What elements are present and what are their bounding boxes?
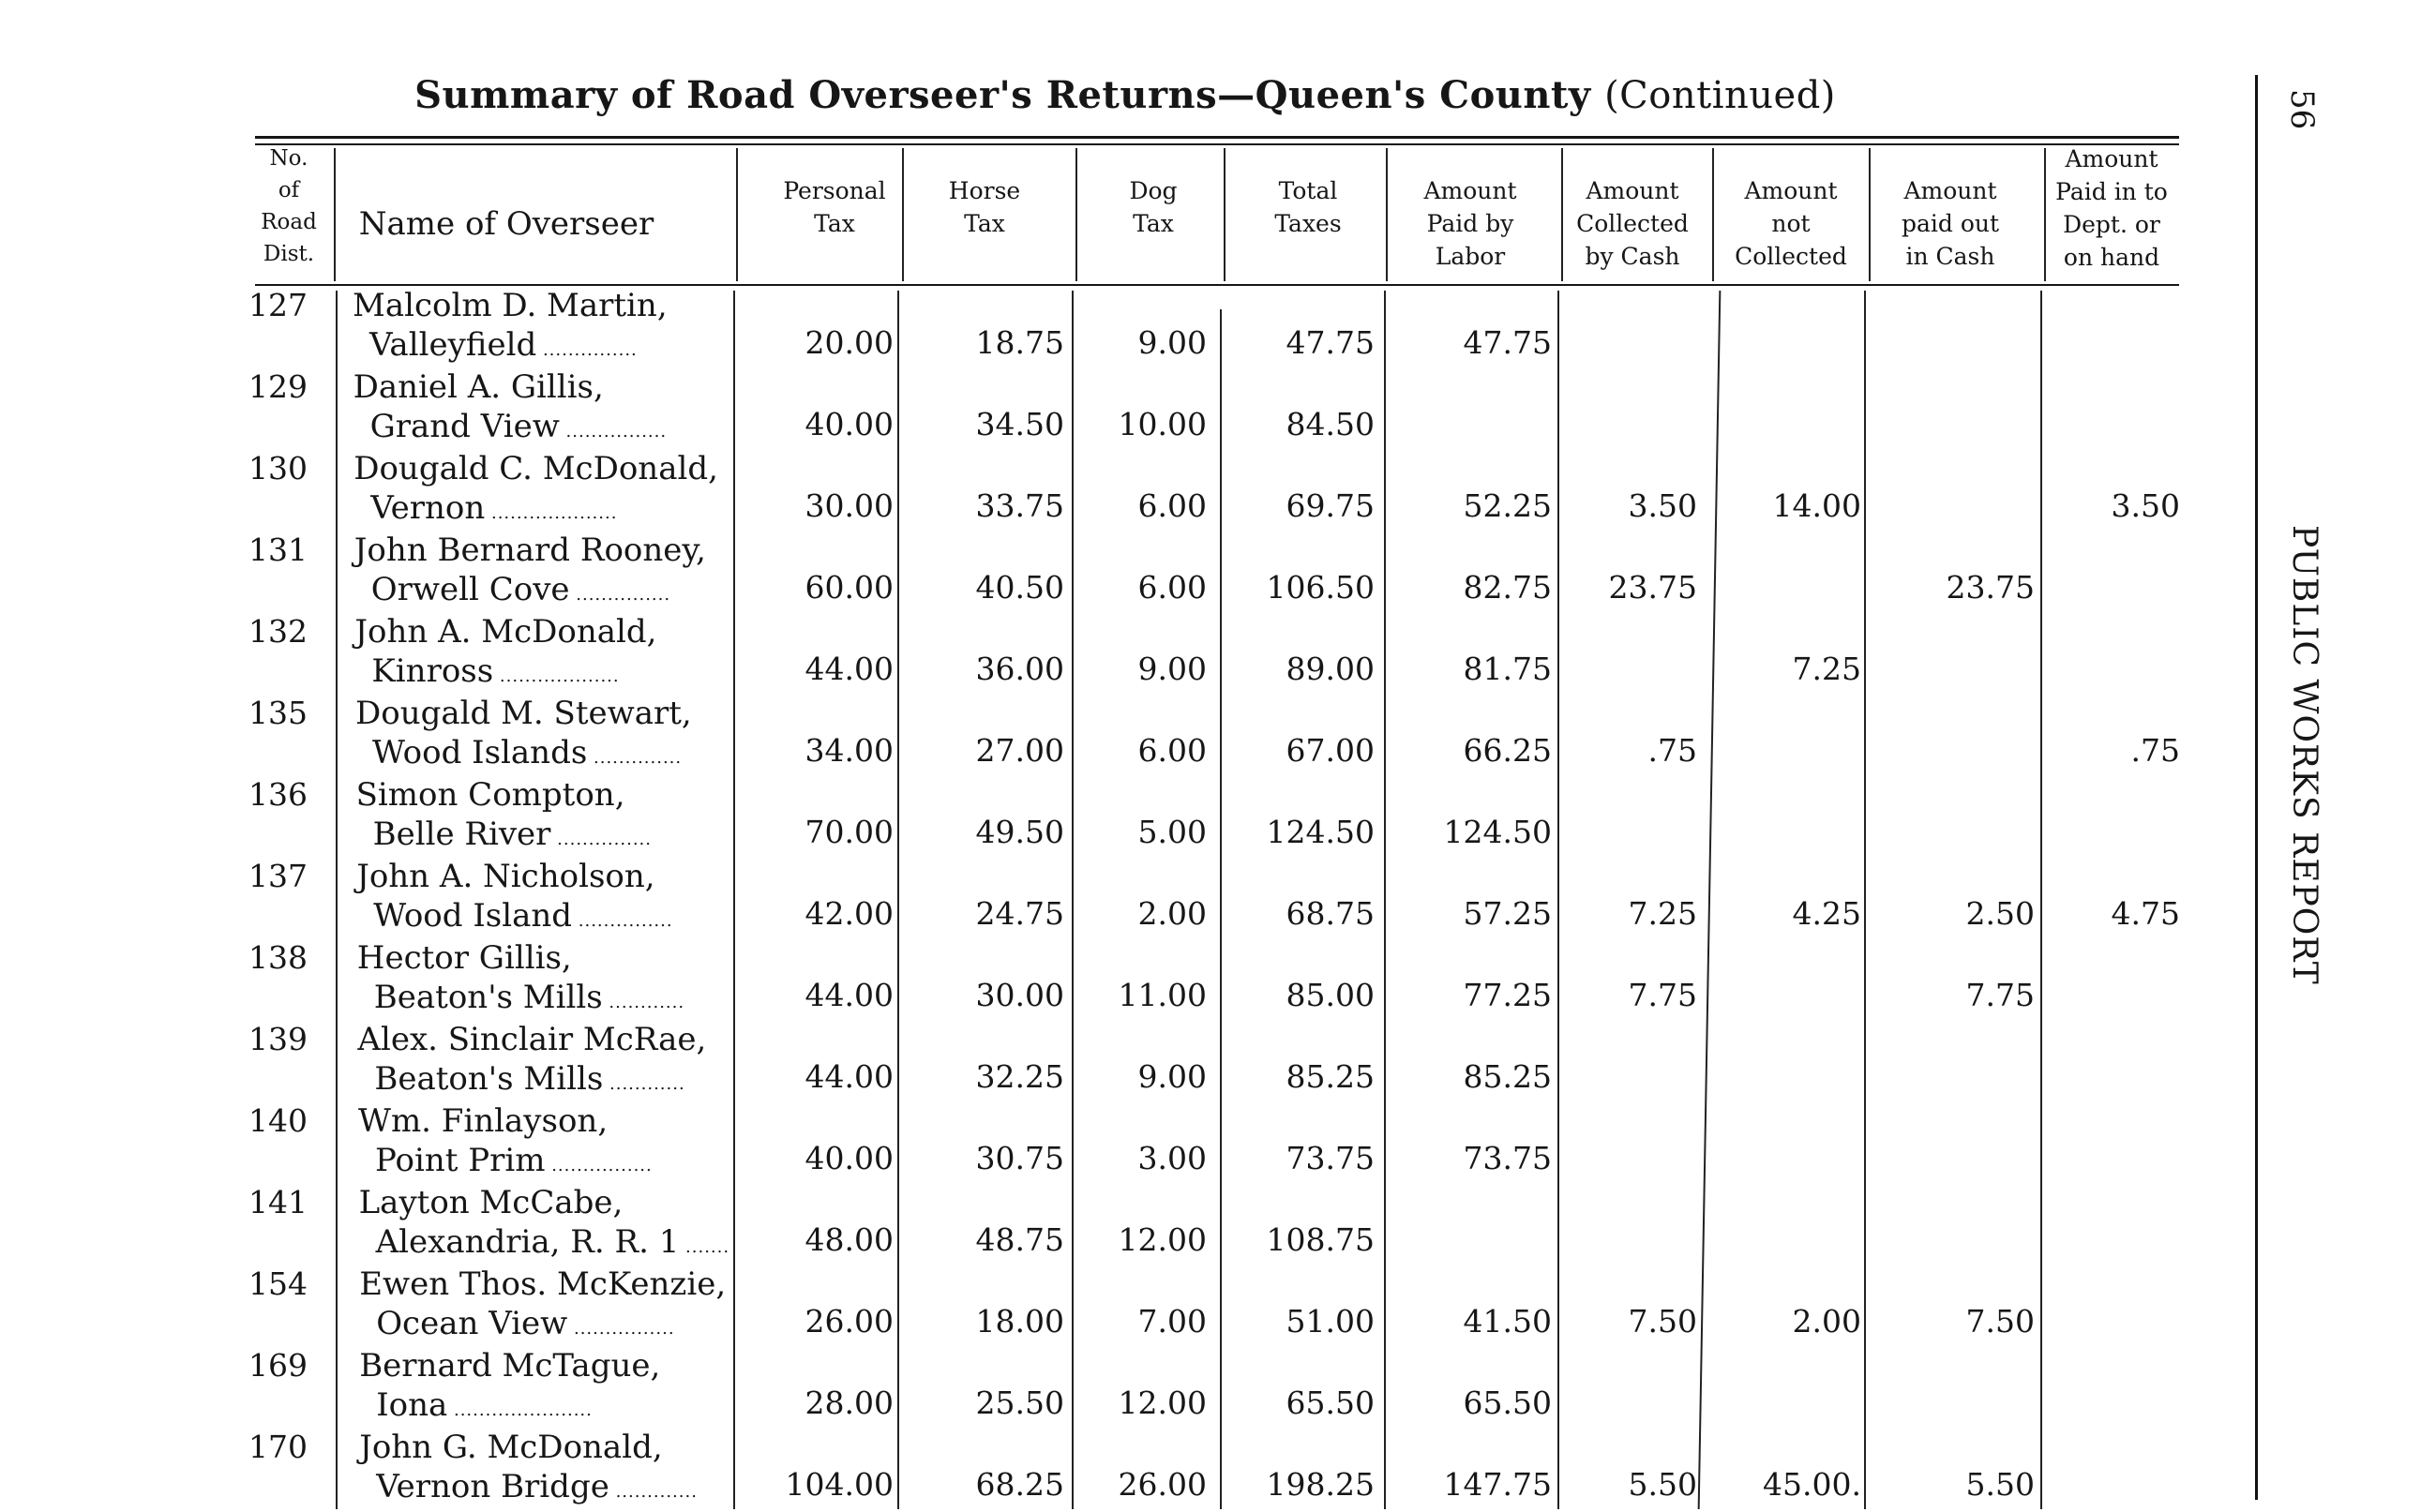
- report-title: PUBLIC WORKS REPORT: [2285, 525, 2323, 985]
- cell-not-collected: 14.00: [1772, 487, 1861, 524]
- overseer-name: Daniel A. Gillis,: [353, 368, 604, 406]
- cell-dog: 6.00: [1137, 569, 1207, 606]
- cell-paid-out: 2.50: [1965, 895, 2035, 932]
- header-no-line: Dist.: [263, 242, 315, 266]
- header-collected-line: Amount: [1586, 177, 1679, 204]
- overseer-place-text: Grand View: [369, 408, 560, 445]
- leader-dots: ................: [545, 1156, 653, 1175]
- overseer-place-text: Belle River: [372, 816, 551, 853]
- header-collected-line: by Cash: [1585, 243, 1680, 270]
- road-district-number: 139: [248, 1021, 308, 1057]
- cell-dog: 12.00: [1118, 1221, 1207, 1258]
- header-labor-line: Labor: [1435, 243, 1506, 270]
- leader-dots: ..............: [587, 748, 683, 768]
- header-paid-out-in-cash: [1871, 174, 2030, 273]
- road-district-number: 131: [248, 531, 308, 568]
- cell-personal: 30.00: [804, 487, 894, 524]
- body-col-sep: [2040, 291, 2042, 1509]
- road-district-number: 154: [248, 1265, 308, 1302]
- overseer-place: [373, 816, 652, 853]
- cell-paid-out: 23.75: [1946, 569, 2035, 606]
- cell-dog: 2.00: [1137, 895, 1207, 932]
- road-district-number: 169: [248, 1347, 308, 1384]
- header-col-sep: [1712, 148, 1714, 281]
- leader-dots: ................: [559, 422, 668, 442]
- overseer-name: Layton McCabe,: [358, 1184, 624, 1221]
- overseer-place: [371, 652, 619, 690]
- cell-dog: 6.00: [1137, 487, 1207, 524]
- header-top-rule: [255, 136, 2179, 139]
- header-name-text: Name of Overseer: [358, 205, 654, 243]
- cell-dog: 7.00: [1137, 1303, 1207, 1340]
- header-personal-line: Personal: [783, 177, 886, 204]
- header-paid-out-line: Amount: [1903, 177, 1997, 204]
- overseer-place-text: Vernon Bridge: [376, 1468, 609, 1505]
- cell-total: 198.25: [1266, 1466, 1375, 1503]
- cell-dog: 9.00: [1137, 651, 1207, 687]
- cell-horse: 30.00: [975, 977, 1064, 1013]
- cell-not-collected: 2.00: [1792, 1303, 1861, 1340]
- cell-labor: 147.75: [1443, 1466, 1552, 1503]
- cell-total: 73.75: [1286, 1140, 1375, 1176]
- leader-dots: ................: [567, 1319, 675, 1339]
- header-paid-in-line: Dept. or: [2063, 211, 2160, 238]
- cell-personal: 60.00: [804, 569, 894, 606]
- cell-dog: 12.00: [1118, 1385, 1207, 1421]
- body-col-sep: [1698, 291, 1722, 1509]
- cell-labor: 81.75: [1463, 651, 1552, 687]
- overseer-place: [372, 734, 682, 771]
- overseer-place-text: Beaton's Mills: [374, 1060, 604, 1098]
- page-number: 56: [2283, 89, 2321, 130]
- header-dog-line: Dog: [1129, 177, 1178, 204]
- cell-paid-out: 5.50: [1965, 1466, 2035, 1503]
- cell-total: 47.75: [1286, 324, 1375, 361]
- cell-collected: 7.25: [1628, 895, 1697, 932]
- cell-total: 89.00: [1286, 651, 1375, 687]
- header-top-rule-2: [255, 143, 2179, 145]
- cell-total: 85.00: [1286, 977, 1375, 1013]
- cell-horse: 68.25: [975, 1466, 1064, 1503]
- cell-total: 68.75: [1286, 895, 1375, 932]
- cell-not-collected: 7.25: [1792, 651, 1861, 687]
- header-total-taxes: [1224, 174, 1392, 240]
- overseer-place-text: Ocean View: [376, 1305, 568, 1342]
- overseer-place-text: Wood Islands: [372, 734, 588, 771]
- header-name: [347, 205, 666, 243]
- road-district-number: 129: [248, 368, 308, 405]
- body-col-sep: [336, 291, 338, 1509]
- header-total-line: Total: [1278, 177, 1338, 204]
- leader-dots: ...................: [493, 666, 620, 686]
- header-labor-line: Amount: [1423, 177, 1517, 204]
- title-suffix: (Continued): [1604, 74, 1836, 117]
- cell-horse: 25.50: [975, 1385, 1064, 1421]
- cell-horse: 49.50: [975, 814, 1064, 850]
- header-labor-line: Paid by: [1426, 210, 1514, 237]
- cell-personal: 26.00: [804, 1303, 894, 1340]
- header-dog-tax: [1069, 174, 1238, 240]
- header-paid-out-line: in Cash: [1905, 243, 1995, 270]
- body-col-sep: [1557, 291, 1559, 1509]
- cell-total: 69.75: [1286, 487, 1375, 524]
- header-col-sep: [736, 148, 738, 281]
- overseer-place-text: Iona: [376, 1386, 448, 1424]
- body-col-sep: [1072, 291, 1074, 1509]
- leader-dots: ......................: [447, 1400, 593, 1420]
- overseer-name: John A. Nicholson,: [356, 858, 655, 895]
- cell-personal: 20.00: [804, 324, 894, 361]
- overseer-place: [374, 1060, 684, 1098]
- overseer-name: John A. McDonald,: [354, 613, 657, 651]
- cell-paid-in: .75: [2130, 732, 2180, 769]
- overseer-place-text: Beaton's Mills: [373, 979, 603, 1016]
- cell-collected: 5.50: [1628, 1466, 1697, 1503]
- overseer-name: John G. McDonald,: [359, 1429, 663, 1466]
- road-district-number: 138: [248, 939, 308, 976]
- header-total-line: Taxes: [1274, 210, 1342, 237]
- road-district-number: 130: [248, 450, 308, 487]
- header-col-sep: [1224, 148, 1226, 281]
- cell-labor: 73.75: [1463, 1140, 1552, 1176]
- header-not-collected-line: Collected: [1735, 243, 1847, 270]
- cell-dog: 5.00: [1137, 814, 1207, 850]
- leader-dots: ...............: [569, 585, 671, 605]
- header-not-collected: [1711, 174, 1871, 273]
- header-paid-out-line: paid out: [1901, 210, 2000, 237]
- overseer-name: Dougald C. McDonald,: [353, 450, 718, 487]
- cell-dog: 6.00: [1137, 732, 1207, 769]
- cell-total: 124.50: [1266, 814, 1375, 850]
- cell-horse: 33.75: [975, 487, 1064, 524]
- cell-horse: 34.50: [975, 406, 1064, 442]
- header-personal-tax: [750, 174, 919, 240]
- header-col-sep: [902, 148, 904, 281]
- cell-horse: 30.75: [975, 1140, 1064, 1176]
- cell-personal: 40.00: [804, 1140, 894, 1176]
- cell-horse: 18.00: [975, 1303, 1064, 1340]
- overseer-place-text: Alexandria, R. R. 1: [375, 1223, 680, 1261]
- cell-horse: 36.00: [975, 651, 1064, 687]
- header-dog-line: Tax: [1133, 210, 1174, 237]
- overseer-place: [376, 1223, 730, 1261]
- body-col-sep: [733, 291, 735, 1509]
- overseer-name: Simon Compton,: [355, 776, 625, 814]
- body-col-sep: [1384, 291, 1386, 1509]
- cell-labor: 85.25: [1463, 1058, 1552, 1095]
- cell-collected: .75: [1647, 732, 1697, 769]
- leader-dots: ...............: [550, 830, 652, 849]
- overseer-place-text: Orwell Cove: [370, 571, 570, 608]
- cell-dog: 26.00: [1118, 1466, 1207, 1503]
- cell-labor: 82.75: [1463, 569, 1552, 606]
- overseer-place: [370, 408, 668, 445]
- road-district-number: 135: [248, 695, 308, 731]
- road-district-number: 170: [248, 1429, 308, 1465]
- page-title: [0, 73, 2250, 117]
- road-district-number: 141: [248, 1184, 308, 1220]
- header-bottom-rule: [255, 284, 2179, 286]
- overseer-name: Malcolm D. Martin,: [353, 287, 668, 324]
- header-col-sep: [1869, 148, 1871, 281]
- cell-horse: 40.50: [975, 569, 1064, 606]
- header-paid-in-to-dept: [2037, 142, 2187, 274]
- header-road-dist: [246, 142, 332, 270]
- leader-dots: ....................: [485, 503, 618, 523]
- cell-personal: 48.00: [804, 1221, 894, 1258]
- leader-dots: ...............: [572, 911, 673, 931]
- cell-labor: 77.25: [1463, 977, 1552, 1013]
- overseer-name: Ewen Thos. McKenzie,: [359, 1265, 727, 1303]
- overseer-name: Hector Gillis,: [356, 939, 572, 977]
- road-district-number: 140: [248, 1102, 308, 1139]
- header-horse-line: Horse: [948, 177, 1021, 204]
- cell-personal: 104.00: [785, 1466, 894, 1503]
- cell-collected: 23.75: [1608, 569, 1697, 606]
- cell-not-collected: 45.00.: [1763, 1466, 1861, 1503]
- cell-personal: 28.00: [804, 1385, 894, 1421]
- cell-horse: 24.75: [975, 895, 1064, 932]
- cell-dog: 11.00: [1118, 977, 1207, 1013]
- header-no-line: Road: [261, 210, 317, 234]
- header-not-collected-line: not: [1771, 210, 1811, 237]
- header-personal-line: Tax: [814, 210, 855, 237]
- cell-paid-out: 7.75: [1965, 977, 2035, 1013]
- cell-horse: 48.75: [975, 1221, 1064, 1258]
- cell-labor: 124.50: [1443, 814, 1552, 850]
- header-collected-by-cash: [1553, 174, 1712, 273]
- cell-total: 85.25: [1286, 1058, 1375, 1095]
- cell-not-collected: 4.25: [1792, 895, 1861, 932]
- cell-collected: 3.50: [1628, 487, 1697, 524]
- cell-collected: 7.50: [1628, 1303, 1697, 1340]
- cell-labor: 65.50: [1463, 1385, 1552, 1421]
- road-district-number: 136: [248, 776, 308, 813]
- overseer-place: [373, 897, 672, 935]
- cell-personal: 42.00: [804, 895, 894, 932]
- body-col-sep: [1220, 309, 1222, 1509]
- overseer-place: [376, 1468, 698, 1505]
- header-horse-tax: [900, 174, 1069, 240]
- leader-dots: .............: [609, 1482, 698, 1502]
- cell-total: 108.75: [1266, 1221, 1375, 1258]
- header-paid-in-line: Amount: [2065, 145, 2158, 172]
- title-main: Summary of Road Overseer's Returns—Queen's County: [414, 73, 1591, 117]
- cell-horse: 27.00: [975, 732, 1064, 769]
- cell-collected: 7.75: [1628, 977, 1697, 1013]
- overseer-name: Alex. Sinclair McRae,: [357, 1021, 707, 1058]
- header-not-collected-line: Amount: [1744, 177, 1838, 204]
- header-paid-in-line: Paid in to: [2055, 178, 2168, 205]
- overseer-place-text: Wood Island: [373, 897, 573, 935]
- header-col-sep: [2044, 148, 2046, 281]
- cell-labor: 47.75: [1463, 324, 1552, 361]
- cell-total: 84.50: [1286, 406, 1375, 442]
- leader-dots: .......: [679, 1237, 730, 1257]
- cell-paid-in: 4.75: [2111, 895, 2180, 932]
- cell-total: 51.00: [1286, 1303, 1375, 1340]
- cell-personal: 44.00: [804, 1058, 894, 1095]
- road-district-number: 137: [248, 858, 308, 894]
- cell-horse: 18.75: [975, 324, 1064, 361]
- body-col-sep: [897, 291, 899, 1509]
- leader-dots: ...............: [536, 340, 638, 360]
- overseer-name: Wm. Finlayson,: [358, 1102, 609, 1140]
- road-district-number: 132: [248, 613, 308, 650]
- overseer-place: [374, 979, 684, 1016]
- overseer-place-text: Kinross: [371, 652, 494, 690]
- body-col-sep: [1864, 291, 1866, 1509]
- overseer-place: [371, 571, 670, 608]
- cell-personal: 44.00: [804, 977, 894, 1013]
- header-paid-in-line: on hand: [2063, 244, 2160, 271]
- cell-personal: 70.00: [804, 814, 894, 850]
- overseer-place-text: Vernon: [370, 489, 486, 527]
- overseer-name: Bernard McTague,: [359, 1347, 661, 1385]
- cell-horse: 32.25: [975, 1058, 1064, 1095]
- cell-dog: 9.00: [1137, 324, 1207, 361]
- overseer-place: [376, 1386, 593, 1424]
- header-col-sep: [1075, 148, 1077, 281]
- header-collected-line: Collected: [1576, 210, 1689, 237]
- cell-total: 65.50: [1286, 1385, 1375, 1421]
- overseer-place: [370, 489, 617, 527]
- header-col-sep: [1561, 148, 1563, 281]
- header-paid-by-labor: [1386, 174, 1555, 273]
- cell-paid-out: 7.50: [1965, 1303, 2035, 1340]
- cell-dog: 3.00: [1137, 1140, 1207, 1176]
- header-no-line: No.: [269, 146, 308, 171]
- cell-personal: 44.00: [804, 651, 894, 687]
- header-col-sep: [1386, 148, 1388, 281]
- cell-personal: 34.00: [804, 732, 894, 769]
- leader-dots: ............: [602, 993, 685, 1012]
- road-district-number: 127: [248, 287, 308, 323]
- cell-labor: 57.25: [1463, 895, 1552, 932]
- overseer-place-text: Point Prim: [375, 1142, 546, 1179]
- margin-rule: [2255, 75, 2258, 1500]
- overseer-place-text: Valleyfield: [369, 326, 537, 364]
- header-horse-line: Tax: [964, 210, 1005, 237]
- overseer-place: [376, 1305, 674, 1342]
- overseer-place: [369, 326, 638, 364]
- header-col-sep: [334, 148, 336, 281]
- cell-labor: 41.50: [1463, 1303, 1552, 1340]
- cell-paid-in: 3.50: [2111, 487, 2180, 524]
- cell-total: 67.00: [1286, 732, 1375, 769]
- cell-dog: 9.00: [1137, 1058, 1207, 1095]
- overseer-place: [375, 1142, 653, 1179]
- header-no-line: of: [278, 178, 300, 202]
- leader-dots: ............: [603, 1074, 685, 1094]
- overseer-name: Dougald M. Stewart,: [355, 695, 692, 732]
- cell-labor: 66.25: [1463, 732, 1552, 769]
- cell-dog: 10.00: [1118, 406, 1207, 442]
- overseer-name: John Bernard Rooney,: [353, 531, 706, 569]
- cell-total: 106.50: [1266, 569, 1375, 606]
- cell-personal: 40.00: [804, 406, 894, 442]
- cell-labor: 52.25: [1463, 487, 1552, 524]
